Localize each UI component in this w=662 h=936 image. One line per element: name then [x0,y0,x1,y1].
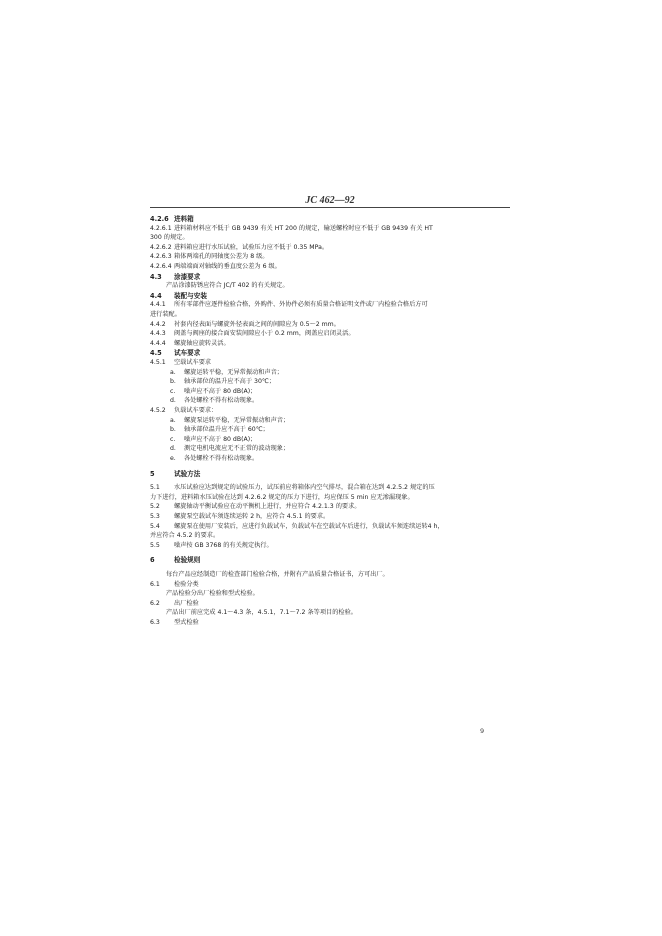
text-line [150,470,200,479]
text-line [150,340,230,348]
line-number: a. [170,416,176,424]
line-text: 每台产品应经制造厂的检查部门检验合格，并附有产品质量合格证书，方可出厂。 [166,571,389,578]
text-line [170,436,256,444]
line-text: 轴承部位温升应不高于 60℃； [184,426,269,434]
line-text: 负载试车要求： [174,407,218,414]
text-line [150,253,269,261]
line-text: 力下进行，进料箱水压试验在达到 4.2.6.2 规定的压力下进行，均应保压 5 min 应无渗漏现象。 [150,493,414,501]
line-text: 螺旋泵运转平稳，无异常振动和声音； [184,416,290,424]
line-number: e. [170,455,176,462]
line-text: 检验规则 [174,556,201,565]
text-line [150,359,211,367]
text-line [150,542,273,550]
text-line [170,426,269,434]
line-text: 螺旋运转平稳，无异常振动和声音； [184,368,283,376]
text-line [150,494,414,502]
text-line [150,215,194,224]
line-text: 产品涂漆防锈应符合 JC/T 402 的有关规定。 [166,282,289,290]
line-number: 4.4 [150,291,162,300]
line-text: 螺旋泵在使用厂安装后，应进行负载试车，负载试车在空载试车后进行，负载试车须连续运转4 h， [174,522,444,530]
text-line [150,301,428,309]
line-number: 6.3 [150,619,160,626]
line-text: 空载试车要求 [174,359,212,366]
text-line [150,330,355,338]
line-number: 4.4.1 [150,301,166,309]
text-line [170,455,258,463]
line-text: 300 的规定。 [150,234,189,242]
text-line [166,282,289,290]
line-text: 产品出厂前应完成 4.1～4.3 条，4.5.1，7.1～7.2 条等项目的检验。 [166,609,357,617]
line-number: 4.2.6.1 [150,224,172,232]
text-line [150,503,360,511]
text-line [166,590,259,598]
line-text: 轴承部位的温升应不高于 30℃； [184,378,276,386]
line-text: 进行装配。 [150,311,181,318]
line-number: 5.4 [150,522,160,530]
line-text: 进料箱材料应不低于 GB 9439 有关 HT 200 的规定，输送螺栓时应不低于 GB 9439 有关 HT [174,224,433,232]
document-header: JC 462—92 [305,195,355,206]
text-line [150,523,444,531]
line-number: 5.5 [150,541,160,549]
text-line [150,581,199,589]
line-number: 5.3 [150,513,160,520]
line-text: 所有零部件应逐件检验合格，外购件、外协件必须有质量合格证明文件或厂内检验合格后方可 [174,301,428,309]
line-number: 5.2 [150,503,160,511]
line-text: 试验方法 [174,469,201,478]
text-line [170,445,289,453]
line-text: 涂漆要求 [174,272,201,281]
document-page [150,195,510,755]
line-number: 4.5 [150,349,162,358]
line-text: 产品检验分出厂检验和型式检验。 [166,590,259,598]
line-number: 4.2.6.3 [150,253,172,261]
text-line [150,292,207,301]
line-text: 装配与安装 [174,291,207,300]
text-line [150,311,181,319]
text-line [150,513,329,521]
text-line [170,369,283,377]
text-line [150,234,189,242]
line-text: 螺旋泵空载试车须连续运转 2 h，应符合 4.5.1 的要求。 [174,513,330,520]
line-text: 试车要求 [174,349,201,358]
header-rule [150,207,510,208]
line-text: 箱体两端孔的同轴度公差为 8 级。 [174,253,269,261]
line-number: 6.2 [150,599,160,607]
text-line [150,484,435,492]
line-number: 4.4.3 [150,330,166,338]
line-text: 进料箱应进行水压试验，试验压力应不低于 0.35 MPa。 [174,243,329,251]
page-number: 9 [480,727,485,735]
line-number: 4.4.2 [150,320,166,328]
text-line [166,571,389,579]
text-line [170,378,275,386]
line-text: 两端端面对轴线的垂直度公差为 6 级。 [174,263,281,270]
line-text: 型式检验 [174,619,199,626]
line-number: 5 [150,469,155,478]
line-number: 4.4.4 [150,339,166,347]
line-text: 衬套内径表面与螺旋外径表面之间的间隙应为 0.5～2 mm。 [174,320,340,328]
line-number: b. [170,378,176,386]
line-number: 6 [150,556,155,565]
line-text: 进料箱 [174,215,194,223]
line-text: 各处螺栓不得有松动现象。 [184,397,259,405]
line-text: 噪声按 GB 3768 的有关规定执行。 [174,541,273,549]
line-text: 并应符合 4.5.2 的要求。 [150,532,220,540]
text-line [150,349,200,358]
line-text: 各处螺栓不得有松动现象。 [184,455,259,462]
text-line [170,388,256,396]
text-line [170,417,289,425]
line-number: c. [170,435,176,443]
text-line [150,321,340,329]
line-number: 4.2.6 [150,215,169,223]
line-text: 螺旋轴动平衡试验应在动平衡机上进行，并应符合 4.2.1.3 的要求。 [174,503,361,511]
line-text: 噪声应不高于 80 dB(A)； [184,435,257,443]
text-line [150,244,328,252]
line-number: a. [170,368,176,376]
line-number: d. [170,397,176,405]
line-text: 螺旋轴应旋转灵活。 [174,339,230,347]
line-number: 4.2.6.4 [150,263,172,270]
line-text: 出厂检验 [174,599,199,607]
text-line [150,263,281,271]
text-line [170,397,258,405]
text-line [150,600,199,608]
text-line [166,609,357,617]
line-text: 阀盖与阀座的接合面安装间隙应小于 0.2 mm，阀盖应启闭灵活。 [174,330,355,338]
line-number: 5.1 [150,484,160,492]
text-line [150,556,200,565]
line-number: 6.1 [150,580,160,588]
text-line [150,273,200,282]
line-text: 测定电机电流应无不正常的波动现象； [184,445,290,453]
line-number: 4.3 [150,272,162,281]
text-line [150,532,219,540]
line-text: 噪声应不高于 80 dB(A)； [184,387,257,395]
line-number: 4.5.2 [150,407,166,414]
text-line [150,225,433,233]
line-number: b. [170,426,176,434]
line-number: c. [170,387,176,395]
line-text: 水压试验应达到规定的试验压力，试压前应将箱体内空气排尽，混合箱在达到 4.2.5.2 规定的压 [174,484,435,492]
text-line [150,407,217,415]
text-line [150,619,199,627]
line-number: 4.2.6.2 [150,243,172,251]
line-text: 检验分类 [174,580,199,588]
line-number: 4.5.1 [150,359,166,366]
line-number: d. [170,445,176,453]
